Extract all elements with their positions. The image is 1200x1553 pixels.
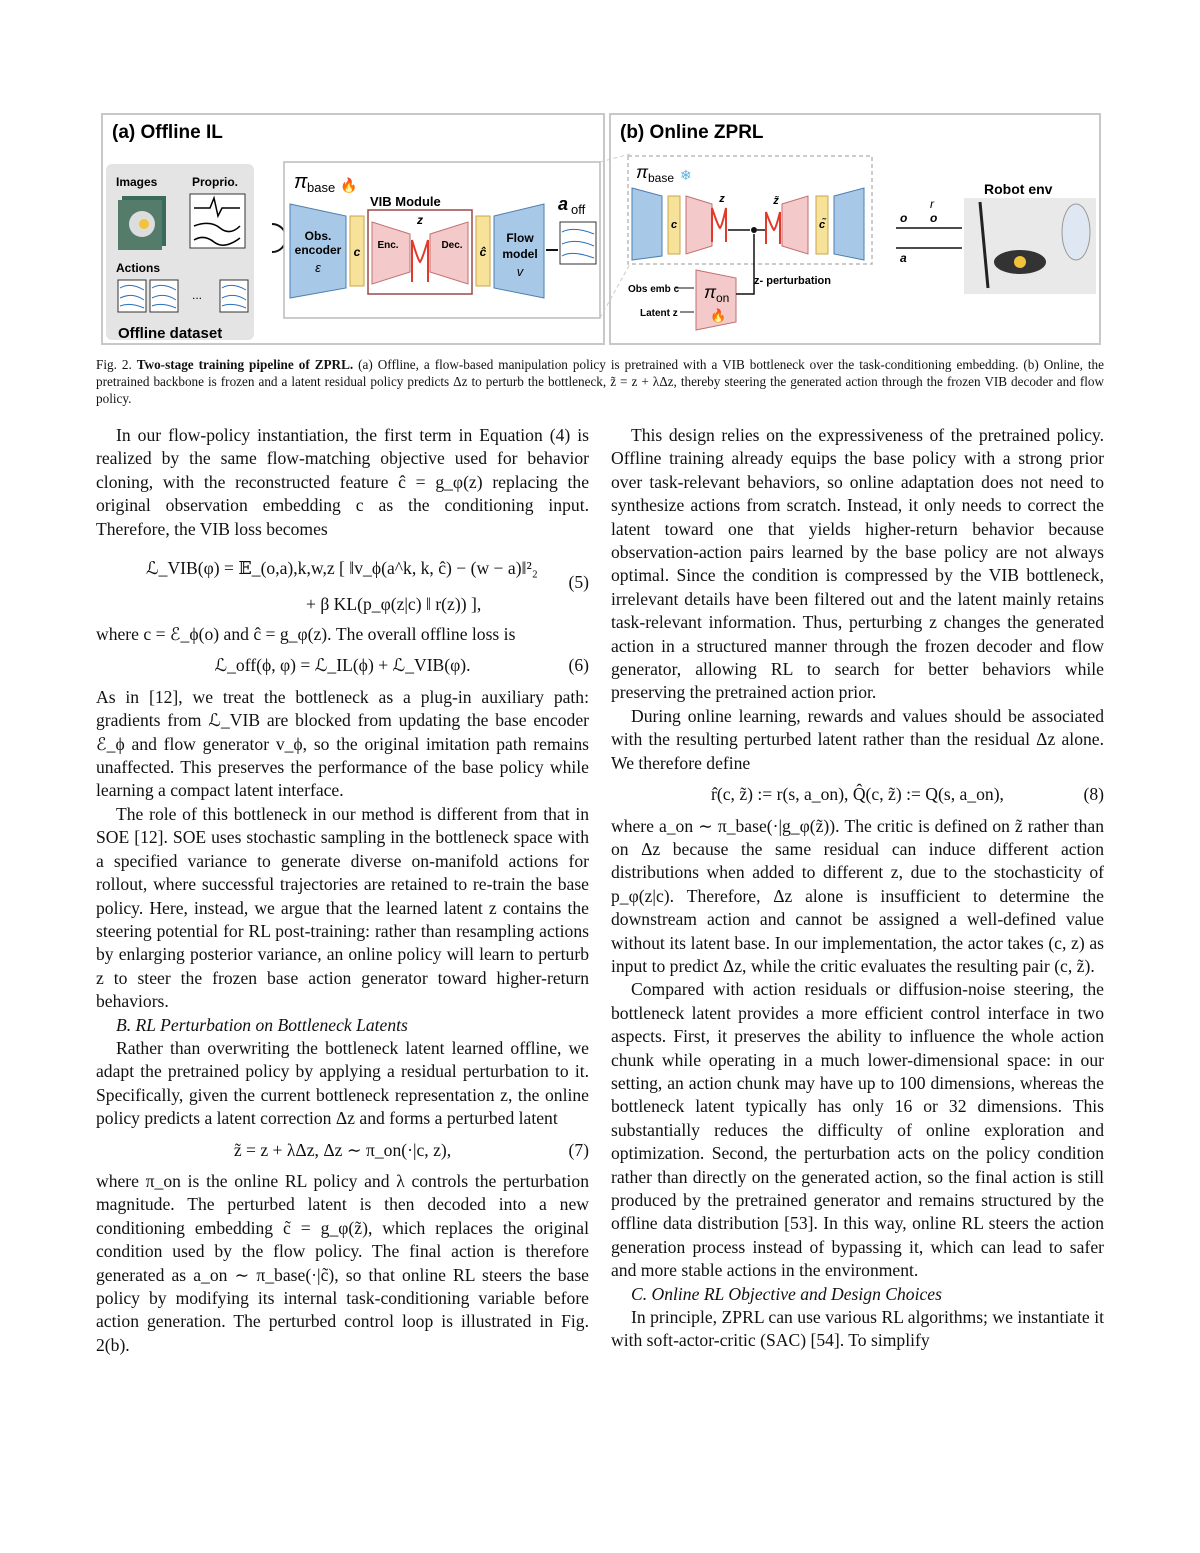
offline-dataset-box: [106, 164, 254, 340]
vib-module-label: VIB Module: [370, 194, 441, 209]
pipeline-diagram: [100, 112, 1102, 347]
latent-label: Latent z: [640, 308, 678, 319]
svg-text:c: c: [670, 219, 678, 231]
svg-text:z: z: [719, 193, 725, 205]
figure-2: [100, 112, 1102, 347]
images-label: Images: [116, 175, 158, 189]
frozen-vib-decoder: [782, 196, 808, 254]
caption-text: (a) Offline, a flow-based manipulation policy is pretrained with a VIB bottleneck over the task-conditioning embedding. (b) Online, the pretrained backbone is frozen and a latent residual policy predicts Δz to perturb the bottleneck, z̃ = z + λΔz, thereby steering the generated action through the frozen VIB decoder and flow policy.: [96, 357, 1104, 406]
paragraph: Compared with action residuals or diffusion-noise steering, the bottleneck latent provides a more efficient control interface in two aspects. First, it preserves the ability to influence the whole action chunk while operating in a much lower-dimensional space: in our setting, an action chunk may have up to 100 dimensions, whereas the bottleneck latent typically has only 16 or 32 dimensions. This substantially reduces the difficulty of online exploration and optimization. Second, the perturbation acts on the policy condition rather than directly on the generated action, so the final action is still produced by the pretrained generator and remains structured by the offline data distribution [53]. In this way, online RL steers the action generation process instead of bypassing it, which can lead to safer and more stable actions in the environment.: [611, 979, 1104, 1281]
ellipsis: ...: [192, 288, 203, 302]
svg-text:v: v: [516, 264, 524, 279]
paragraph: where c = ℰ_ϕ(o) and ĉ = g_φ(z). The overall offline loss is: [96, 624, 516, 645]
pi-on-symbol: π: [704, 282, 717, 302]
caption-title: Two-stage training pipeline of ZPRL.: [136, 357, 354, 372]
svg-text:model: model: [502, 247, 538, 261]
section-heading-b: B. RL Perturbation on Bottleneck Latents: [116, 1014, 408, 1035]
snowflake-icon: ❄: [680, 167, 692, 183]
svg-text:off: off: [571, 202, 586, 217]
proprio-label: Proprio.: [192, 175, 239, 189]
fire-icon: 🔥: [340, 177, 358, 193]
svg-text:🔥: 🔥: [710, 308, 727, 323]
svg-text:encoder: encoder: [294, 243, 342, 257]
z-perturbation-label: z- perturbation: [754, 275, 831, 287]
svg-text:base: base: [648, 171, 675, 185]
robot-env-label: Robot env: [984, 181, 1053, 197]
a-off-label: a: [558, 194, 569, 214]
offline-dataset-label: Offline dataset: [118, 325, 223, 342]
svg-text:base: base: [307, 180, 336, 195]
obs-emb-label: Obs emb c: [628, 284, 680, 295]
section-heading-c: C. Online RL Objective and Design Choices: [631, 1283, 942, 1304]
svg-text:Flow: Flow: [506, 231, 534, 245]
frozen-flow-model: [834, 188, 864, 260]
svg-text:ĉ: ĉ: [479, 245, 487, 259]
svg-text:c̃: c̃: [818, 219, 826, 231]
caption-label: Fig. 2.: [96, 357, 132, 372]
svg-text:a: a: [900, 251, 907, 265]
right-column: [611, 424, 1104, 1353]
svg-text:z̃: z̃: [773, 195, 779, 207]
frozen-encoder: [632, 188, 662, 260]
figure-caption: [96, 356, 1104, 407]
paragraph: As in [12], we treat the bottleneck as a plug-in auxiliary path: gradients from ℒ_VIB are blocked from updating the base encoder ℰ_ϕ and flow generator v_ϕ, so the original imitation path remains unaffected. This preserves the performance of the base policy while learning a compact latent interface.: [96, 686, 589, 801]
equation-8: r̂(c, z̃) := r(s, a_on), Q̂(c, z̃) := Q(s, a_on), (8): [711, 784, 1104, 805]
left-column: [96, 424, 589, 1357]
svg-text:c: c: [353, 245, 361, 259]
svg-text:on: on: [716, 291, 730, 305]
svg-text:o: o: [900, 211, 908, 225]
equation-6: ℒ_off(ϕ, φ) = ℒ_IL(ϕ) + ℒ_VIB(φ). (6): [214, 655, 589, 676]
svg-text:o: o: [930, 211, 938, 225]
z-label: z: [417, 213, 423, 227]
svg-text:π: π: [636, 162, 649, 182]
equation-7: z̃ = z + λΔz, Δz ∼ π_on(·|c, z), (7): [233, 1139, 589, 1160]
panel-a-title: (a) Offline IL: [112, 122, 223, 143]
svg-text:Enc.: Enc.: [377, 240, 399, 251]
paragraph: The role of this bottleneck in our method is different from that in SOE [12]. SOE uses stochastic sampling in the bottleneck space with a specified variance to generate diverse on-manifold actions for rollout, where successful trajectories are retained to re-train the base policy. Here, instead, we argue that the learned latent z contains the steering potential for RL post-training: rather than resampling actions by enlarging posterior variance, an online policy will learn to perturb z to steer the frozen base action generator toward higher-return behaviors.: [96, 803, 589, 1012]
actions-label: Actions: [116, 261, 161, 275]
paragraph: where a_on ∼ π_base(·|g_φ(z̃)). The critic is defined on z̃ rather than on Δz because the same residual can induce different action distributions when added to different z, due to the stochasticity of p_φ(z|c). Therefore, Δz alone is insufficient to determine the downstream action and cannot be assigned a well-defined value without its latent base. In our implementation, the actor takes (c, z) as input to predict Δz, while the critic evaluates the resulting pair (c, z̃).: [611, 815, 1104, 976]
paragraph: Rather than overwriting the bottleneck latent learned offline, we adapt the pretrained policy by applying a residual perturbation to it. Specifically, given the current bottleneck representation z, the online policy predicts a latent correction Δz and forms a perturbed latent: [96, 1037, 589, 1129]
frozen-vib-encoder: [686, 196, 712, 254]
paragraph: In principle, ZPRL can use various RL algorithms; we instantiate it with soft-actor-critic (SAC) [54]. To simplify: [611, 1307, 1104, 1351]
paragraph: During online learning, rewards and values should be associated with the resulting perturbed latent rather than the residual Δz alone. We therefore define: [611, 705, 1104, 773]
panel-b-title: (b) Online ZPRL: [620, 122, 764, 143]
paragraph: In our flow-policy instantiation, the first term in Equation (4) is realized by the same flow-matching objective used for behavior cloning, with the reconstructed feature ĉ = g_φ(z) replacing the original observation embedding c as the conditioning input. Therefore, the VIB loss becomes: [96, 425, 589, 539]
paragraph: where π_on is the online RL policy and λ controls the perturbation magnitude. The perturbed latent is then decoded into a new conditioning embedding c̃ = g_φ(z̃), which replaces the original condition used by the flow policy. The final action is therefore generated as a_on ∼ π_base(·|c̃), so that online RL steers the base policy by modifying its internal task-conditioning variable before action generation. The perturbed control loop is illustrated in Fig. 2(b).: [96, 1170, 589, 1355]
svg-text:Dec.: Dec.: [441, 240, 463, 251]
paragraph: This design relies on the expressiveness of the pretrained policy. Offline training already equips the base policy with a strong prior over task-relevant behaviors, so online adaptation does not need to synthesize actions from scratch. Instead, it only needs to correct the latent toward one that yields higher-return behavior because observation-action pairs learned by the base policy are not always optimal. Since the condition is compressed by the VIB bottleneck, irrelevant details have been filtered out and the latent mainly retains task-relevant information. Thus, perturbing z changes the generated action in a structured manner through the frozen decoder and flow generator, allowing RL to search for better behaviors while preserving the pretrained action prior.: [611, 425, 1104, 703]
svg-text:Obs.: Obs.: [304, 229, 332, 243]
pi-base-symbol: π: [294, 171, 308, 193]
svg-text:ε: ε: [315, 260, 321, 275]
svg-text:r: r: [930, 197, 934, 211]
equation-5: ℒ_VIB(φ) = 𝔼_(o,a),k,w,z [ ‖v_ϕ(a^k, k, ĉ) − (w − a)‖²₂ + β KL(p_φ(z|c) ‖ r(z)) ], (5): [146, 558, 589, 615]
